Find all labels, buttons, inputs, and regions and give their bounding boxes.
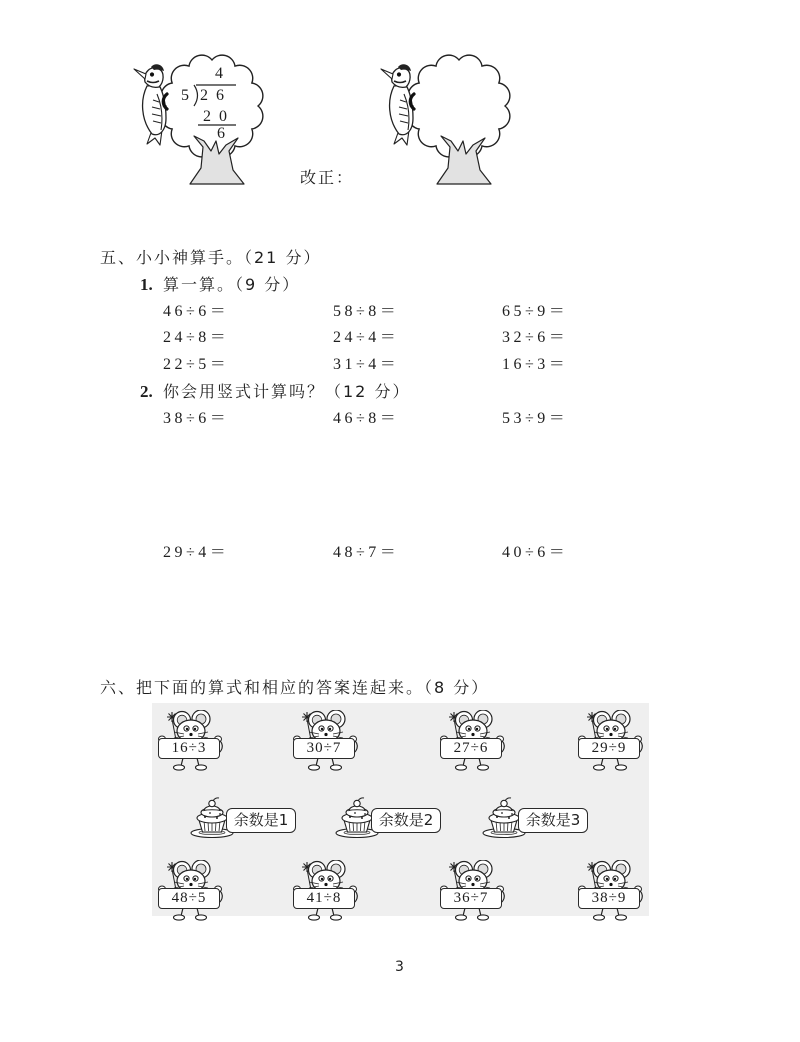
answer-card: 余数是3 <box>518 808 588 833</box>
part-1-number: 1. <box>140 275 153 294</box>
answer-card: 余数是2 <box>371 808 441 833</box>
correction-label: 改正： <box>300 168 355 187</box>
mouse-expression-card <box>439 710 505 772</box>
mouse-expression-card <box>292 710 358 772</box>
part-2-number: 2. <box>140 382 153 401</box>
practice-equation: 32÷6＝ <box>502 329 569 346</box>
division-dividend: 26 <box>200 87 232 104</box>
vertical-calc-equation: 48÷7＝ <box>333 544 400 561</box>
division-divisor: 5 <box>181 87 189 104</box>
expression-card: 41÷8 <box>293 888 355 909</box>
woodpecker-tree-icon <box>379 50 529 195</box>
mouse-expression-card <box>439 860 505 922</box>
vertical-calc-equation: 46÷8＝ <box>333 410 400 427</box>
vertical-calc-equation: 53÷9＝ <box>502 410 569 427</box>
cupcake-answer-card <box>190 796 300 838</box>
expression-card: 36÷7 <box>440 888 502 909</box>
division-product: 20 <box>203 108 235 125</box>
practice-equation: 46÷6＝ <box>163 303 230 320</box>
practice-equation: 58÷8＝ <box>333 303 400 320</box>
vertical-calc-equation: 40÷6＝ <box>502 544 569 561</box>
mouse-expression-card <box>577 860 643 922</box>
practice-equation: 24÷8＝ <box>163 329 230 346</box>
mouse-expression-card <box>157 710 223 772</box>
section-5-title: 五、小小神算手。（21 分） <box>100 248 322 267</box>
expression-card: 48÷5 <box>158 888 220 909</box>
mouse-expression-card <box>292 860 358 922</box>
practice-equation: 22÷5＝ <box>163 356 230 373</box>
vertical-calc-equation: 38÷6＝ <box>163 410 230 427</box>
expression-card: 38÷9 <box>578 888 640 909</box>
division-quotient: 4 <box>215 65 223 82</box>
cupcake-answer-card <box>335 796 445 838</box>
answer-card: 余数是1 <box>226 808 296 833</box>
expression-card: 29÷9 <box>578 738 640 759</box>
vertical-calc-equation: 29÷4＝ <box>163 544 230 561</box>
division-remainder: 6 <box>217 125 225 142</box>
part-1-title: 算一算。（9 分） <box>163 275 301 294</box>
expression-card: 30÷7 <box>293 738 355 759</box>
practice-equation: 24÷4＝ <box>333 329 400 346</box>
part-2-title: 你会用竖式计算吗？（12 分） <box>163 382 411 401</box>
practice-equation: 31÷4＝ <box>333 356 400 373</box>
page-number: 3 <box>395 959 404 975</box>
practice-equation: 65÷9＝ <box>502 303 569 320</box>
mouse-expression-card <box>157 860 223 922</box>
expression-card: 16÷3 <box>158 738 220 759</box>
practice-equation: 16÷3＝ <box>502 356 569 373</box>
cupcake-answer-card <box>482 796 592 838</box>
section-6-title: 六、把下面的算式和相应的答案连起来。（8 分） <box>100 678 490 697</box>
mouse-expression-card <box>577 710 643 772</box>
expression-card: 27÷6 <box>440 738 502 759</box>
